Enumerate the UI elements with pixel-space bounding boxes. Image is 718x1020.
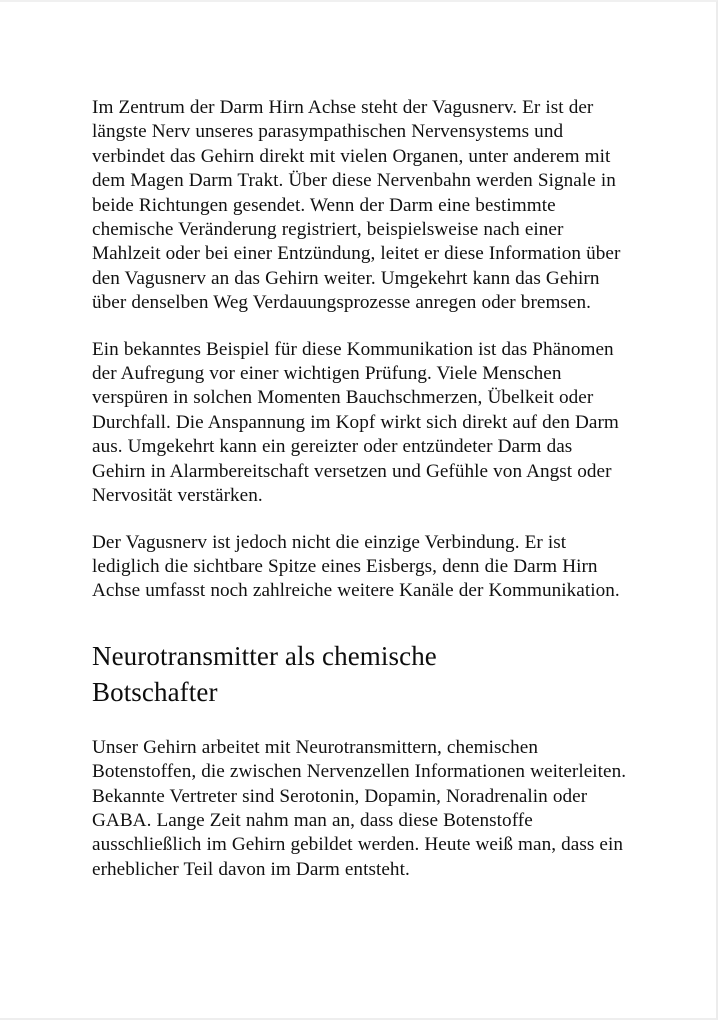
body-paragraph-2: Ein bekanntes Beispiel für diese Kommunikation ist das Phänomen der Aufregung vor einer wichtigen Prüfung. Viele Menschen verspüren in solchen Momenten Bauchschmerzen, Übelkeit oder Durchfall. Die Anspannung im Kopf wirkt sich direkt auf den Darm aus. Umgekehrt kann ein gereizter oder entzündeter Darm das Gehirn in Alarmbereitschaft versetzen und Gefühle von Angst oder Nervosität verstärken. xyxy=(92,338,619,507)
section-heading-neurotransmitter: Neurotransmitter als chemische Botschafter xyxy=(92,640,437,707)
body-paragraph-1: Im Zentrum der Darm Hirn Achse steht der Vagusnerv. Er ist der längste Nerv unseres parasympathischen Nervensystems und verbindet das Gehirn direkt mit vielen Organen, unter anderem mit dem Magen Darm Trakt. Über diese Nervenbahn werden Signale in beide Richtungen gesendet. Wenn der Darm eine bestimmte chemische Veränderung registriert, beispielsweise nach einer Mahlzeit oder bei einer Entzündung, leitet er diese Information über den Vagusnerv an das Gehirn weiter. Umgekehrt kann das Gehirn über denselben Weg Verdauungsprozesse anregen oder bremsen. xyxy=(92,97,621,314)
body-paragraph-4: Unser Gehirn arbeitet mit Neurotransmittern, chemischen Botenstoffen, die zwischen Nervenzellen Informationen weiterleiten. Bekannte Vertreter sind Serotonin, Dopamin, Noradrenalin oder GABA. Lange Zeit nahm man an, dass diese Botenstoffe ausschließlich im Gehirn gebildet werden. Heute weiß man, dass ein erheblicher Teil davon im Darm entsteht. xyxy=(92,736,627,880)
body-paragraph-3: Der Vagusnerv ist jedoch nicht die einzige Verbindung. Er ist lediglich die sichtbare Spitze eines Eisbergs, denn die Darm Hirn Achse umfasst noch zahlreiche weitere Kanäle der Kommunikation. xyxy=(92,531,620,602)
document-content xyxy=(92,96,628,882)
